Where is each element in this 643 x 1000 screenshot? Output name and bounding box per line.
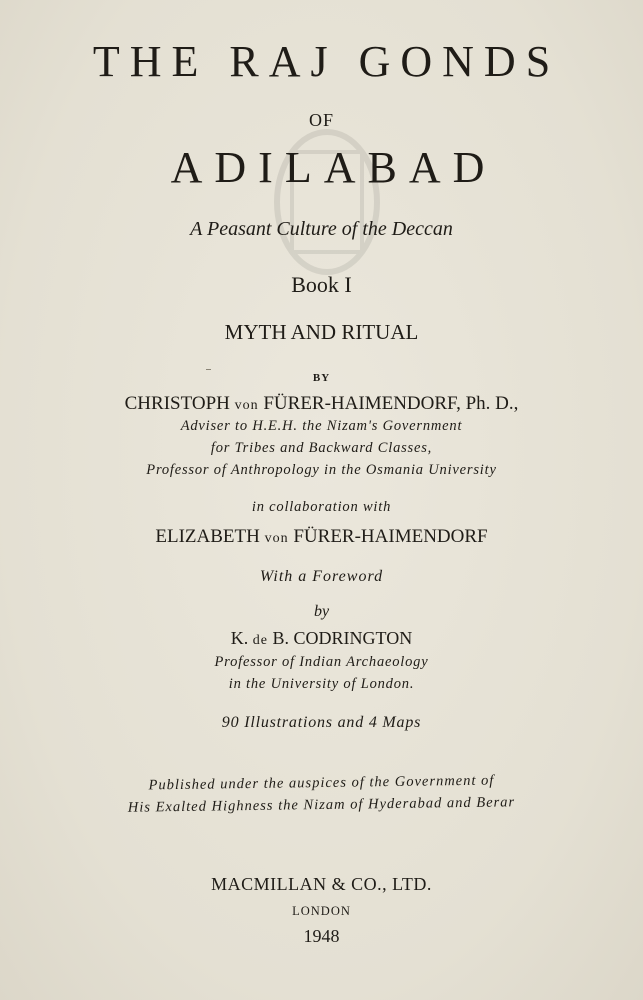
publisher-name: MACMILLAN & CO., LTD. [211,874,432,894]
foreword-writer-name [0,628,643,649]
foreword-text: With a Foreword [259,568,384,585]
title-line-1: THE RAJ GONDS [92,37,561,86]
writer-particle: de [252,633,269,648]
coauthor-first-name: ELIZABETH [155,526,260,547]
coauthor-particle: von [264,531,289,546]
author-first-name: CHRISTOPH [124,393,230,414]
author-last-name: FÜRER-HAIMENDORF, Ph. D., [263,393,519,414]
published-line: Published under the auspices of the Government of [148,772,495,794]
title-of: OF [308,110,334,130]
writer-credit-line: in the University of London. [228,676,415,692]
writer-credit-line: Professor of Indian Archaeology [214,654,429,670]
subtitle: A Peasant Culture of the Deccan [190,218,453,240]
coauthor-name [0,526,643,548]
by-italic: by [313,603,330,620]
title-line-2: ADILABAD [170,143,497,192]
publication-place: LONDON [292,904,351,918]
coauthor-last-name: FÜRER-HAIMENDORF [293,526,488,547]
book-number: Book I [291,272,352,297]
author-credit-line: for Tribes and Backward Classes, [210,440,433,456]
author-name [0,393,643,415]
writer-last-name: CODRINGTON [293,628,413,648]
collaboration-text: in collaboration with [251,499,392,515]
writer-initial-1: K. [230,628,249,648]
writer-initial-2: B. [272,628,290,648]
illustrations-note: 90 Illustrations and 4 Maps [221,714,422,731]
series-title: MYTH AND RITUAL [224,320,419,344]
author-particle: von [234,398,259,413]
publication-year: 1948 [303,926,340,946]
by-label: BY [312,372,331,384]
author-credit-line: Adviser to H.E.H. the Nizam's Government [180,418,463,434]
author-credit-line: Professor of Anthropology in the Osmania University [146,462,497,478]
published-line: His Exalted Highness the Nizam of Hyderabad and Berar [127,794,516,816]
ink-mark [206,369,211,370]
